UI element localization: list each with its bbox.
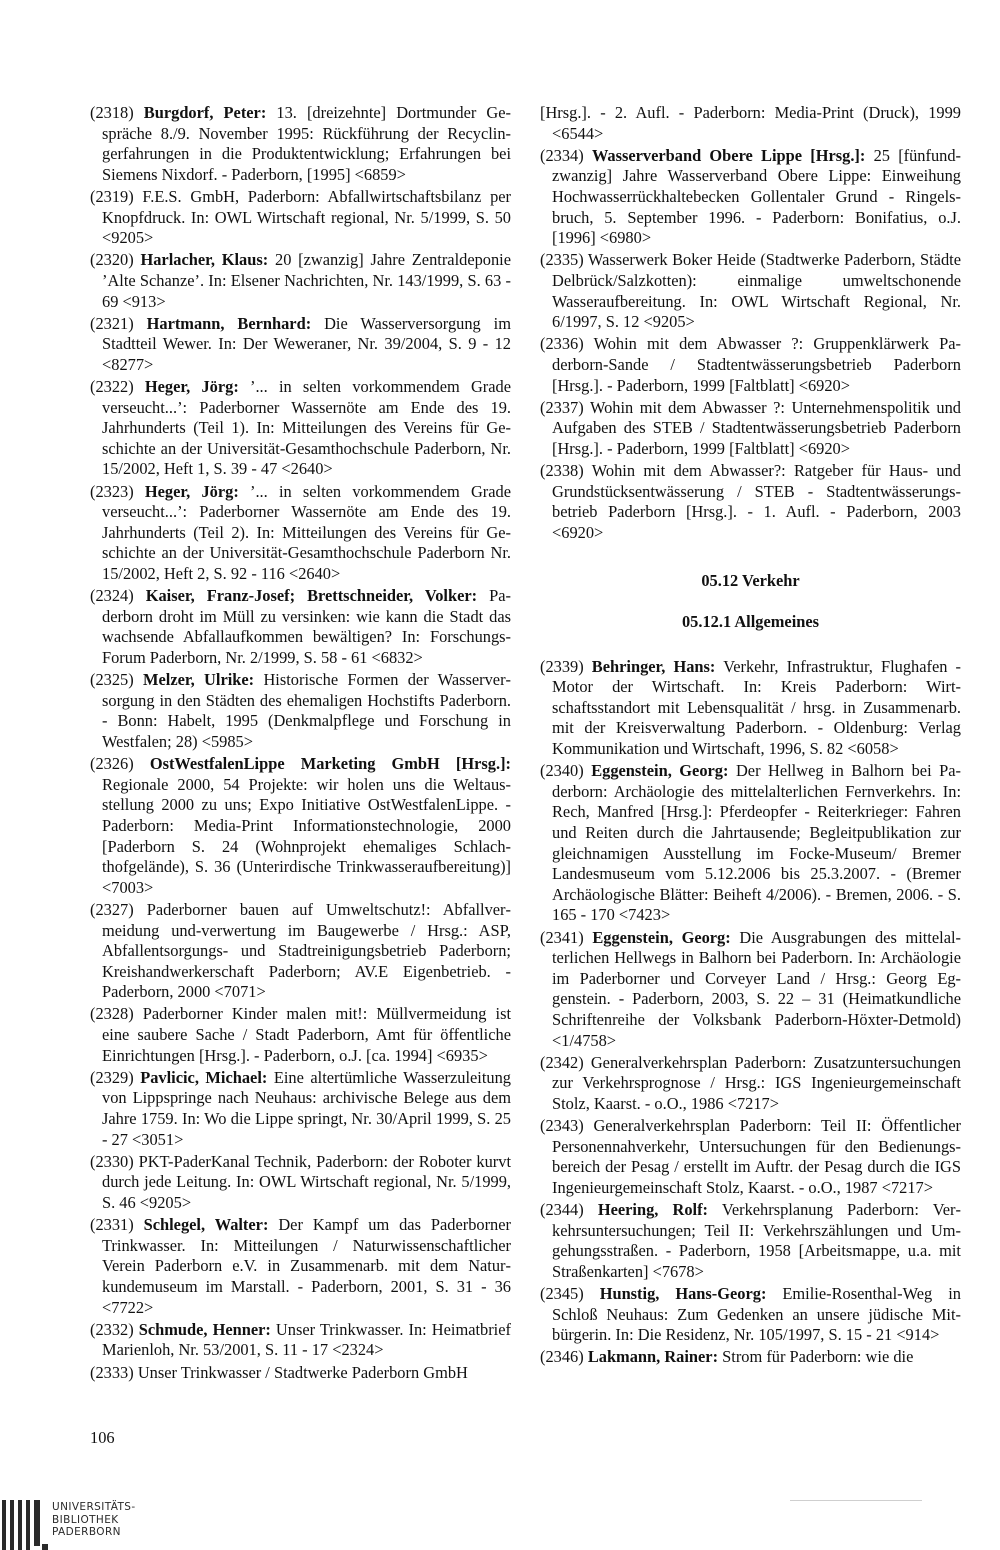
entry-text: Historische Formen der Wasserversorgung in den Städten des ehemaligen Hochstifts Paderborn. - Bonn: Habelt, 1995 (Denkmalpflege und Forschung in Westfalen; 28) <5985> — [102, 670, 512, 751]
logo-line: BIBLIOTHEK — [52, 1513, 119, 1526]
entry-author: Melzer, Ulrike: — [143, 670, 255, 690]
entry-author: Eggenstein, Georg: — [592, 927, 731, 947]
entry-number: (2334) — [540, 145, 584, 165]
entry-author: Kaiser, Franz-Josef; Brettschneider, Volker: — [145, 586, 478, 606]
entry-text: Unser Trinkwasser / Stadtwerke Paderborn GmbH — [137, 1362, 468, 1382]
entry-author: Heger, Jörg: — [144, 481, 239, 501]
right-column — [540, 103, 961, 1370]
entry-text: Der Hellweg in Balhorn bei Paderborn: Archäologie des mittelalterlichen Fernverkehrs. In: Rech, Manfred [Hrsg.]: Pferdeopfer - Reiterkrieger: Fahren und Reiten durch die Jahrtausende; Begleitpublikation zur gleichnamigen Ausstellung im Focke-Museum/ Bremer Landesmuseum vom 5.12.2006 bis 25.3.2007. - (Bremer Archäologische Blätter: Beiheft 4/2006). - Bremen, 2006. - S. 165 - 170 <7423> — [552, 761, 961, 925]
bibliography-entry — [90, 1320, 511, 1361]
bibliography-entry — [90, 1152, 511, 1214]
entry-number: (2331) — [90, 1215, 134, 1235]
left-column — [90, 103, 511, 1385]
entry-text: Verkehr, Infrastruktur, Flughafen - Motor der Wirtschaft. In: Kreis Paderborn: Wirtschaftsstandort mit Lebensqualität / hrsg. in Zusammenarb. mit der Kreisverwaltung Paderborn. - Oldenburg: Verlag Kommunikation und Wirtschaft, 1996, S. 82 <6058> — [552, 656, 961, 758]
logo-line: UNIVERSITÄTS- — [52, 1501, 136, 1513]
entry-author: Wasserverband Obere Lippe [Hrsg.]: — [591, 145, 866, 165]
entry-number: (2324) — [90, 586, 134, 606]
entry-author: OstWestfalenLippe Marketing GmbH [Hrsg.]: — [149, 754, 511, 774]
entry-text: Die Ausgrabungen des mittelalterlichen Hellwegs in Balhorn bei Paderborn. In: Archäologie im Paderborner und Corveyer Land / Hrsg.: Georg Eggenstein. - Paderborn, 2003, S. 22 – 31 (Heimatkundliche Schriftenreihe der Volksbank Paderborn-Höxter-Detmold) <1/4758> — [552, 927, 961, 1050]
entry-author: Lakmann, Rainer: — [587, 1347, 719, 1367]
entry-number: (2319) — [90, 186, 134, 206]
bibliography-entry — [540, 103, 961, 144]
bibliography-entry — [540, 1116, 961, 1198]
entry-number: (2330) — [90, 1151, 134, 1171]
bibliography-entry — [540, 461, 961, 543]
bibliography-entry — [90, 900, 511, 1003]
entry-text: Verkehrsplanung Paderborn: Verkehrsuntersuchungen; Teil II: Verkehrszählungen und Umgehungsstraßen. - Paderborn, 1958 [Arbeitsmappe, u.a. mit Straßenkarten] <7678> — [552, 1200, 961, 1281]
entry-text: Paderborner bauen auf Umweltschutz!: Abfallvermeidung und-verwertung im Baugewerbe / Hrsg.: ASP, Abfallentsorgungs- und Stadtreinigungsbetrieb Paderborn; Kreishandwerkerschaft Paderborn; AV.E Eigenbetrieb. - Paderborn, 2000 <7071> — [102, 899, 511, 1002]
entry-number: (2342) — [540, 1052, 584, 1072]
entry-text: 20 [zwanzig] Jahre Zentraldeponie ’Alte Schanze’. In: Elsener Nachrichten, Nr. 143/1999, S. 63 - 69 <913> — [102, 250, 512, 311]
bibliography-entry — [90, 1363, 511, 1384]
entry-number: (2320) — [90, 250, 134, 270]
entry-text: F.E.S. GmbH, Paderborn: Abfallwirtschaftsbilanz per Knopfdruck. In: OWL Wirtschaft regional, Nr. 5/1999, S. 50 <9205> — [102, 186, 511, 248]
entry-text: [Hrsg.]. - 2. Aufl. - Paderborn: Media-Print (Druck), 1999 <6544> — [540, 103, 961, 143]
bibliography-entry — [540, 928, 961, 1052]
bibliography-entry — [90, 1004, 511, 1066]
bibliography-entry — [90, 670, 511, 752]
entry-number: (2346) — [540, 1347, 584, 1367]
bibliography-entry — [540, 761, 961, 926]
entry-text: 25 [fünfundzwanzig] Jahre Wasserverband Obere Lippe: Einweihung Hochwasserrückhaltebecken Gollentaler Grund - Ringelsbruch, 5. September 1996. - Paderborn: Bonifatius, o.J. [1996] <6980> — [552, 145, 962, 248]
footer-rule — [790, 1500, 922, 1501]
entry-text: Emilie-Rosenthal-Weg in Schloß Neuhaus: Zum Gedenken an unsere jüdische Mitbürgerin. In: Die Residenz, Nr. 105/1997, S. 15 - 21 <914> — [552, 1284, 961, 1345]
entry-text: ’... in selten vorkommendem Grade verseucht...’: Paderborner Wassernöte am Ende des 19. Jahrhunderts (Teil 1). In: Mitteilungen des Vereins für Geschichte an der Universität-Gesamthochschule Paderborn, Nr. 15/2002, Heft 1, S. 39 - 47 <2640> — [102, 377, 511, 479]
entry-number: (2335) — [540, 250, 584, 270]
entry-author: Eggenstein, Georg: — [591, 761, 729, 781]
bibliography-entry — [90, 103, 511, 185]
entry-author: Harlacher, Klaus: — [140, 250, 269, 270]
entry-number: (2329) — [90, 1067, 134, 1087]
entry-text: Strom für Paderborn: wie die — [722, 1347, 914, 1367]
bibliography-entry — [90, 377, 511, 480]
section-heading: 05.12 Verkehr — [701, 571, 800, 591]
entry-text: Der Kampf um das Paderborner Trinkwasser. In: Mitteilungen / Naturwissenschaftlicher Verein Paderborn e.V. in Zusammenarb. mit dem Naturkundemuseum im Marstall. - Paderborn, 2001, S. 31 - 36 <7722> — [102, 1215, 511, 1317]
bibliography-entry — [90, 754, 511, 898]
bibliography-entry — [90, 314, 511, 376]
library-logo — [0, 1500, 150, 1550]
entry-number: (2345) — [540, 1284, 584, 1303]
page-number: 106 — [90, 1428, 115, 1447]
entry-text: 13. [dreizehnte] Dortmunder Gespräche 8./9. November 1995: Rückführung der Recyclingerfahrungen in die Produktentwicklung; Erfahrungen bei Siemens Nixdorf. - Paderborn, [1995] <6859> — [102, 103, 511, 184]
bibliography-entry — [540, 1284, 961, 1346]
entry-number: (2343) — [540, 1116, 584, 1136]
entry-author: Hunstig, Hans-Georg: — [599, 1284, 767, 1303]
bibliography-entry — [540, 1200, 961, 1282]
right-column-entries-bottom — [540, 657, 961, 1368]
entry-number: (2328) — [90, 1004, 134, 1024]
entry-author: Schmude, Henner: — [138, 1319, 271, 1339]
entry-number: (2344) — [540, 1200, 584, 1220]
bibliography-entry — [90, 250, 511, 312]
entry-author: Hartmann, Bernhard: — [146, 313, 312, 333]
entry-author: Heering, Rolf: — [597, 1200, 708, 1220]
entry-text: Wohin mit dem Abwasser?: Ratgeber für Haus- und Grundstücksentwässerung / STEB - Stadtentwässerungsbetrieb Paderborn [Hrsg.]. - 1. Aufl. - Paderborn, 2003 <6920> — [552, 461, 961, 542]
entry-number: (2318) — [90, 103, 134, 122]
entry-author: Heger, Jörg: — [144, 377, 239, 397]
entry-number: (2326) — [90, 754, 134, 774]
entry-text: Generalverkehrsplan Paderborn: Teil II: Öffentlicher Personennahverkehr, Untersuchungen für den Bedienungsbereich der Pesag / erstellt im Auftr. der Pesag durch die IGS Ingenieurgemeinschaft Stolz, Kaarst. - o.O., 1987 <7217> — [552, 1116, 961, 1197]
entry-author: Schlegel, Walter: — [143, 1215, 269, 1235]
entry-text: Generalverkehrsplan Paderborn: Zusatzuntersuchungen zur Verkehrsprognose / Hrsg.: IGS Ingenieurgemeinschaft Stolz, Kaarst. - o.O., 1986 <7217> — [552, 1052, 961, 1113]
entry-number: (2325) — [90, 670, 134, 690]
bibliography-entry — [540, 398, 961, 460]
bibliography-entry — [540, 146, 961, 249]
bibliography-entry — [90, 1068, 511, 1150]
entry-number: (2339) — [540, 656, 584, 676]
right-column-entries-top — [540, 103, 961, 543]
bibliography-entry — [540, 657, 961, 760]
entry-number: (2327) — [90, 899, 134, 919]
library-logo-text — [52, 1501, 136, 1539]
entry-number: (2337) — [540, 397, 584, 417]
bibliography-entry — [90, 482, 511, 585]
entry-text: Wohin mit dem Abwasser ?: Unternehmenspolitik und Aufgaben des STEB / Stadtentwässerungsbetrieb Paderborn [Hrsg.]. - Paderborn, 1999 [Faltblatt] <6920> — [552, 397, 961, 458]
entry-text: PKT-PaderKanal Technik, Paderborn: der Roboter kurvt durch jede Leitung. In: OWL Wirtschaft regional, Nr. 5/1999, S. 46 <9205> — [102, 1151, 511, 1212]
entry-number: (2338) — [540, 461, 584, 481]
entry-text: Unser Trinkwasser. In: Heimatbrief Marienloh, Nr. 53/2001, S. 11 - 17 <2324> — [102, 1319, 511, 1360]
entry-author: Burgdorf, Peter: — [143, 103, 267, 122]
library-logo-icon — [2, 1500, 50, 1550]
entry-number: (2321) — [90, 313, 134, 333]
entry-number: (2336) — [540, 334, 584, 354]
entry-text: Die Wasserversorgung im Stadtteil Wewer. In: Der Weweraner, Nr. 39/2004, S. 9 - 12 <8277> — [102, 313, 511, 374]
entry-number: (2323) — [90, 481, 134, 501]
bibliography-entry — [540, 1347, 961, 1368]
bibliography-entry — [540, 1053, 961, 1115]
entry-text: ’... in selten vorkommendem Grade verseucht...’: Paderborner Wassernöte am Ende des 19. Jahrhunderts (Teil 2). In: Mitteilungen des Vereins für Geschichte an der Universität-Gesamthochschule Paderborn Nr. 15/2002, Heft 2, S. 92 - 116 <2640> — [102, 481, 511, 584]
entry-number: (2340) — [540, 761, 584, 781]
entry-text: Wasserwerk Boker Heide (Stadtwerke Paderborn, Städte Delbrück/Salzkotten): einmalige umweltschonende Wasseraufbereitung. In: OWL Wirtschaft Regional, Nr. 6/1997, S. 12 <9205> — [552, 250, 961, 332]
entry-number: (2332) — [90, 1319, 134, 1339]
entry-text: Eine altertümliche Wasserzuleitung von Lippspringe nach Neuhaus: archivische Belege aus dem Jahre 1759. In: Wo die Lippe springt, Nr. 30/April 1999, S. 25 - 27 <3051> — [102, 1067, 511, 1149]
entry-text: Regionale 2000, 54 Projekte: wir holen uns die Weltausstellung 2000 zu uns; Expo Initiative OstWestfalenLippe. - Paderborn: Media-Print Informationstechnologie, 2000 [Paderborn S. 24 (Wohnprojekt ehemaliges Schlachthofgelände), S. 36 (Unterirdische Trinkwasseraufbereitung)] <7003> — [102, 774, 511, 897]
entry-text: Paderborner Kinder malen mit!: Müllvermeidung ist eine saubere Sache / Stadt Paderborn, Amt für öffentliche Einrichtungen [Hrsg.]. - Paderborn, o.J. [ca. 1994] <6935> — [102, 1004, 511, 1065]
bibliography-entry — [540, 250, 961, 332]
logo-line: PADERBORN — [52, 1526, 121, 1538]
bibliography-entry — [90, 586, 511, 668]
entry-number: (2322) — [90, 377, 134, 397]
entry-number: (2333) — [90, 1362, 134, 1382]
bibliography-entry — [90, 1215, 511, 1318]
entry-author: Behringer, Hans: — [591, 656, 716, 676]
entry-text: Wohin mit dem Abwasser ?: Gruppenklärwerk Paderborn-Sande / Stadtentwässerungsbetrieb Paderborn [Hrsg.]. - Paderborn, 1999 [Faltblatt] <6920> — [552, 334, 961, 395]
subsection-heading: 05.12.1 Allgemeines — [681, 612, 820, 632]
entry-number: (2341) — [540, 927, 584, 947]
entry-author: Pavlicic, Michael: — [140, 1067, 268, 1087]
bibliography-entry — [540, 334, 961, 396]
entry-text: Paderborn droht im Müll zu versinken: wie kann die Stadt das wachsende Abfallaufkommen bewältigen? In: Forschungs-Forum Paderborn, Nr. 2/1999, S. 58 - 61 <6832> — [102, 586, 511, 667]
bibliography-entry — [90, 187, 511, 249]
